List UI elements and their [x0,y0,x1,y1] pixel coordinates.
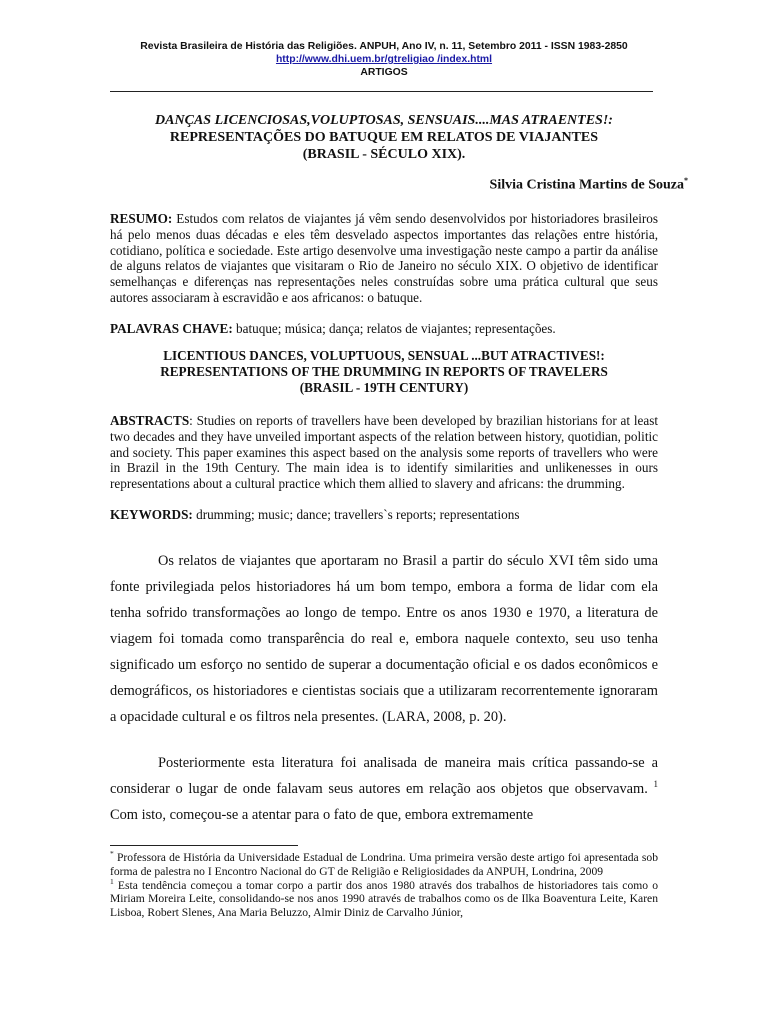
footnote-rule [110,845,298,846]
title-line-2: REPRESENTAÇÕES DO BATUQUE EM RELATOS DE VIAJANTES [169,130,599,145]
palavras-chave-text: batuque; música; dança; relatos de viajantes; representações. [236,321,556,336]
keywords-label: KEYWORDS: [110,507,193,522]
english-title-line-1: LICENTIOUS DANCES, VOLUPTUOUS, SENSUAL ...BUT ATRACTIVES!: [163,348,605,363]
article-title [110,112,658,163]
palavras-chave-label: PALAVRAS CHAVE: [110,321,233,336]
author-name-text: Silvia Cristina Martins de Souza [489,177,684,193]
body-paragraph-1 [110,548,658,730]
footnote-1-mark: 1 [110,876,114,886]
footnote-1-text: Esta tendência começou a tomar corpo a partir dos anos 1980 através dos trabalhos de historiadores tais como o Miriam Moreira Leite, consolidando-se nos anos 1990 através de trabalhos como os de Ilka Boaventura Leite, Karen Lisboa, Robert Slenes, Ana Maria Beluzzo, Almir Diniz de Carvalho Júnior, [110,878,658,920]
journal-header [108,40,660,79]
palavras-chave-paragraph [110,321,658,337]
keywords-paragraph [110,507,658,523]
footnotes [110,851,658,920]
english-title-line-2: REPRESENTATIONS OF THE DRUMMING IN REPORTS OF TRAVELERS [160,364,608,379]
title-line-3: (BRASIL - SÉCULO XIX). [302,147,466,162]
abstracts-paragraph [110,413,658,492]
abstracts-text: : Studies on reports of travellers have been developed by brazilian historians for at least two decades and they have unveiled important aspects of the relation between history, quotidian, politic and society. This paper examines this aspect based on the analysis some reports of travellers who were in Brazil in the 19th Century. The main idea is to identify similarities and unlikenesses in ours representations about a cultural practice which them allied to slavery and africans: the drumming. [110,413,658,492]
body-paragraph-1-text: Os relatos de viajantes que aportaram no Brasil a partir do século XVI têm sido uma fonte privilegiada pelos historiadores há um bom tempo, embora a forma de lidar com ela tenha sofrido transformações ao longo de tempo. Entre os anos 1930 e 1970, a literatura de viagem foi tomada como transparência do real e, embora naquele contexto, seu uso tenha significado um esforço no sentido de superar a documentação oficial e os dados econômicos e demográficos, os historiadores e cientistas sociais que a utilizaram recorrentemente ignoraram a opacidade cultural e os filtros nela presentes. (LARA, 2008, p. 20). [110,553,658,725]
resumo-text: Estudos com relatos de viajantes já vêm sendo desenvolvidos por historiadores brasileiros há pelo menos duas décadas e eles têm desvelado aspectos importantes das relações entre história, cotidiano, política e sociedade. Este artigo desenvolve uma investigação neste campo a partir da análise de alguns relatos de viajantes que visitaram o Rio de Janeiro no século XIX. O objetivo de identificar semelhanças e diferenças nas representações neles construídas sobre uma prática cultural que seus autores associaram à escravidão e aos africanos: o batuque. [110,211,659,305]
body-paragraph-2 [110,750,658,828]
resumo-label: RESUMO: [110,211,173,226]
header-rule [110,91,653,92]
body-paragraph-2-text-b: Com isto, começou-se a atentar para o fato de que, embora extremamente [110,807,534,823]
keywords-text: drumming; music; dance; travellers`s reports; representations [196,507,520,522]
english-title-line-3: (BRASIL - 19TH CENTURY) [299,380,469,395]
footnote-author-mark: * [110,849,114,859]
abstracts-label: ABSTRACTS [110,413,190,428]
journal-url-link[interactable]: http://www.dhi.uem.br/gtreligiao /index.html [275,54,493,65]
footnote-ref-1[interactable]: 1 [653,779,658,790]
author-footnote-mark: * [684,176,688,185]
footnote-author-text: Professora de História da Universidade Estadual de Londrina. Uma primeira versão deste artigo foi apresentada sob forma de palestra no I Encontro Nacional do GT de Religião e Religiosidades da ANPUH, Londrina, 2009 [110,851,658,878]
section-label: ARTIGOS [360,67,408,78]
english-title [110,348,658,396]
resumo-paragraph [110,211,658,306]
body-paragraph-2-text-a: Posteriormente esta literatura foi analisada de maneira mais crítica passando-se a considerar o lugar de onde falavam seus autores em relação aos objetos que observavam. [110,755,658,797]
footnote-author [110,851,658,879]
journal-citation: Revista Brasileira de História das Religiões. ANPUH, Ano IV, n. 11, Setembro 2011 - ISSN 1983-2850 [140,41,628,52]
author-name [490,176,688,194]
title-line-1: DANÇAS LICENCIOSAS,VOLUPTOSAS, SENSUAIS....MAS ATRAENTES!: [155,113,613,128]
footnote-1 [110,876,658,920]
